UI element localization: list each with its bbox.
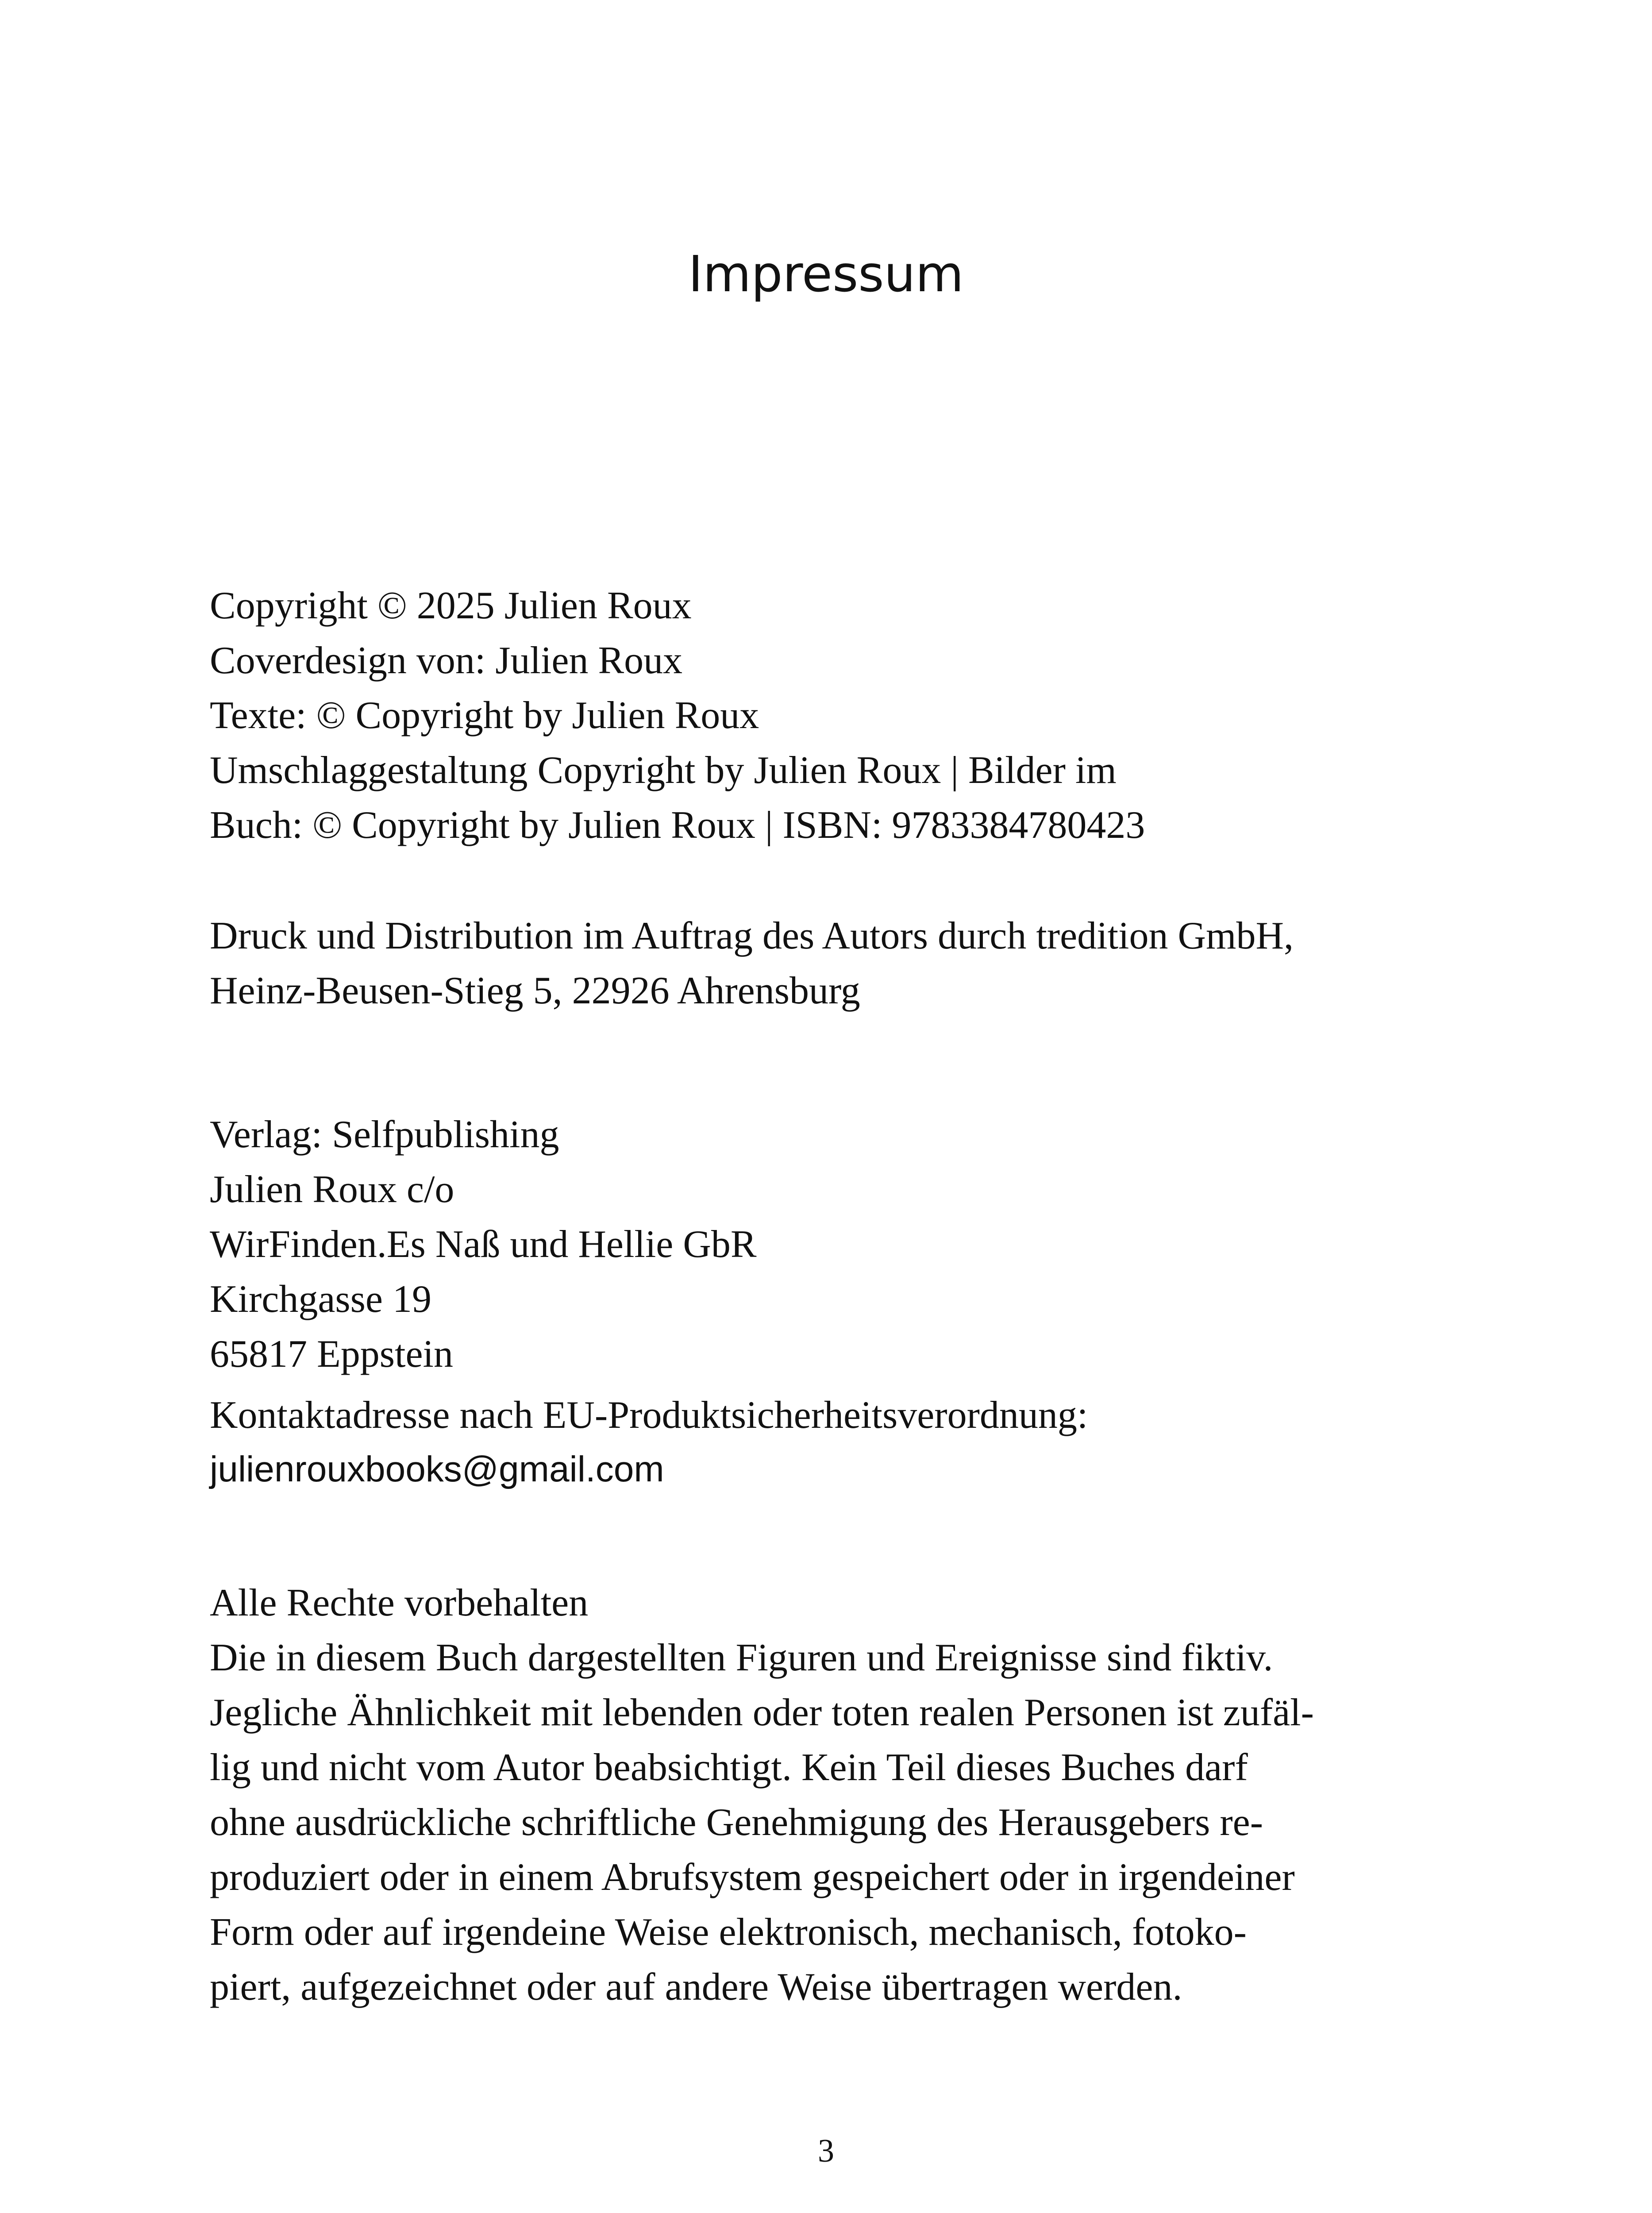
verlag-street-line: Kirchgasse 19: [210, 1278, 431, 1321]
druck-block: [210, 909, 1294, 1018]
kontakt-label: Kontaktadresse nach EU-Produktsicherheitsverordnung:: [210, 1394, 1088, 1437]
page-title: Impressum: [688, 246, 964, 303]
copyright-block: [210, 578, 1145, 853]
rechte-text-line: lig und nicht vom Autor beabsichtigt. Kein Teil dieses Buches darf: [210, 1746, 1248, 1789]
rechte-text-line: ohne ausdrückliche schriftliche Genehmigung des Herausgebers re-: [210, 1801, 1263, 1844]
coverdesign-line: Coverdesign von: Julien Roux: [210, 639, 683, 682]
verlag-name-line: Julien Roux c/o: [210, 1168, 454, 1211]
rechte-text-line: Form oder auf irgendeine Weise elektronisch, mechanisch, fotoko-: [210, 1911, 1247, 1954]
verlag-line: Verlag: Selfpublishing: [210, 1113, 559, 1156]
druck-address-line: Heinz-Beusen-Stieg 5, 22926 Ahrensburg: [210, 969, 860, 1012]
rechte-text-line: Die in diesem Buch dargestellten Figuren und Ereignisse sind fiktiv.: [210, 1636, 1273, 1679]
verlag-block: [210, 1107, 757, 1382]
kontakt-block: [210, 1388, 1088, 1496]
rechte-text-line: Jegliche Ähnlichkeit mit lebenden oder toten realen Personen ist zufäl-: [210, 1691, 1314, 1734]
rechte-block: [210, 1576, 1314, 2015]
umschlag-line: Umschlaggestaltung Copyright by Julien Roux | Bilder im: [210, 749, 1117, 792]
kontakt-email: julienrouxbooks@gmail.com: [210, 1449, 664, 1489]
rechte-heading: Alle Rechte vorbehalten: [210, 1581, 589, 1624]
druck-line: Druck und Distribution im Auftrag des Autors durch tredition GmbH,: [210, 914, 1294, 957]
isbn-line: Buch: © Copyright by Julien Roux | ISBN: 9783384780423: [210, 804, 1145, 847]
verlag-city-line: 65817 Eppstein: [210, 1333, 453, 1376]
rechte-text-line: produziert oder in einem Abrufsystem gespeichert oder in irgendeiner: [210, 1856, 1295, 1899]
verlag-company-line: WirFinden.Es Naß und Hellie GbR: [210, 1223, 757, 1266]
copyright-line: Copyright © 2025 Julien Roux: [210, 584, 692, 627]
page-number: 3: [818, 2133, 834, 2169]
rechte-text-line: piert, aufgezeichnet oder auf andere Weise übertragen werden.: [210, 1966, 1182, 2009]
texte-line: Texte: © Copyright by Julien Roux: [210, 694, 759, 737]
